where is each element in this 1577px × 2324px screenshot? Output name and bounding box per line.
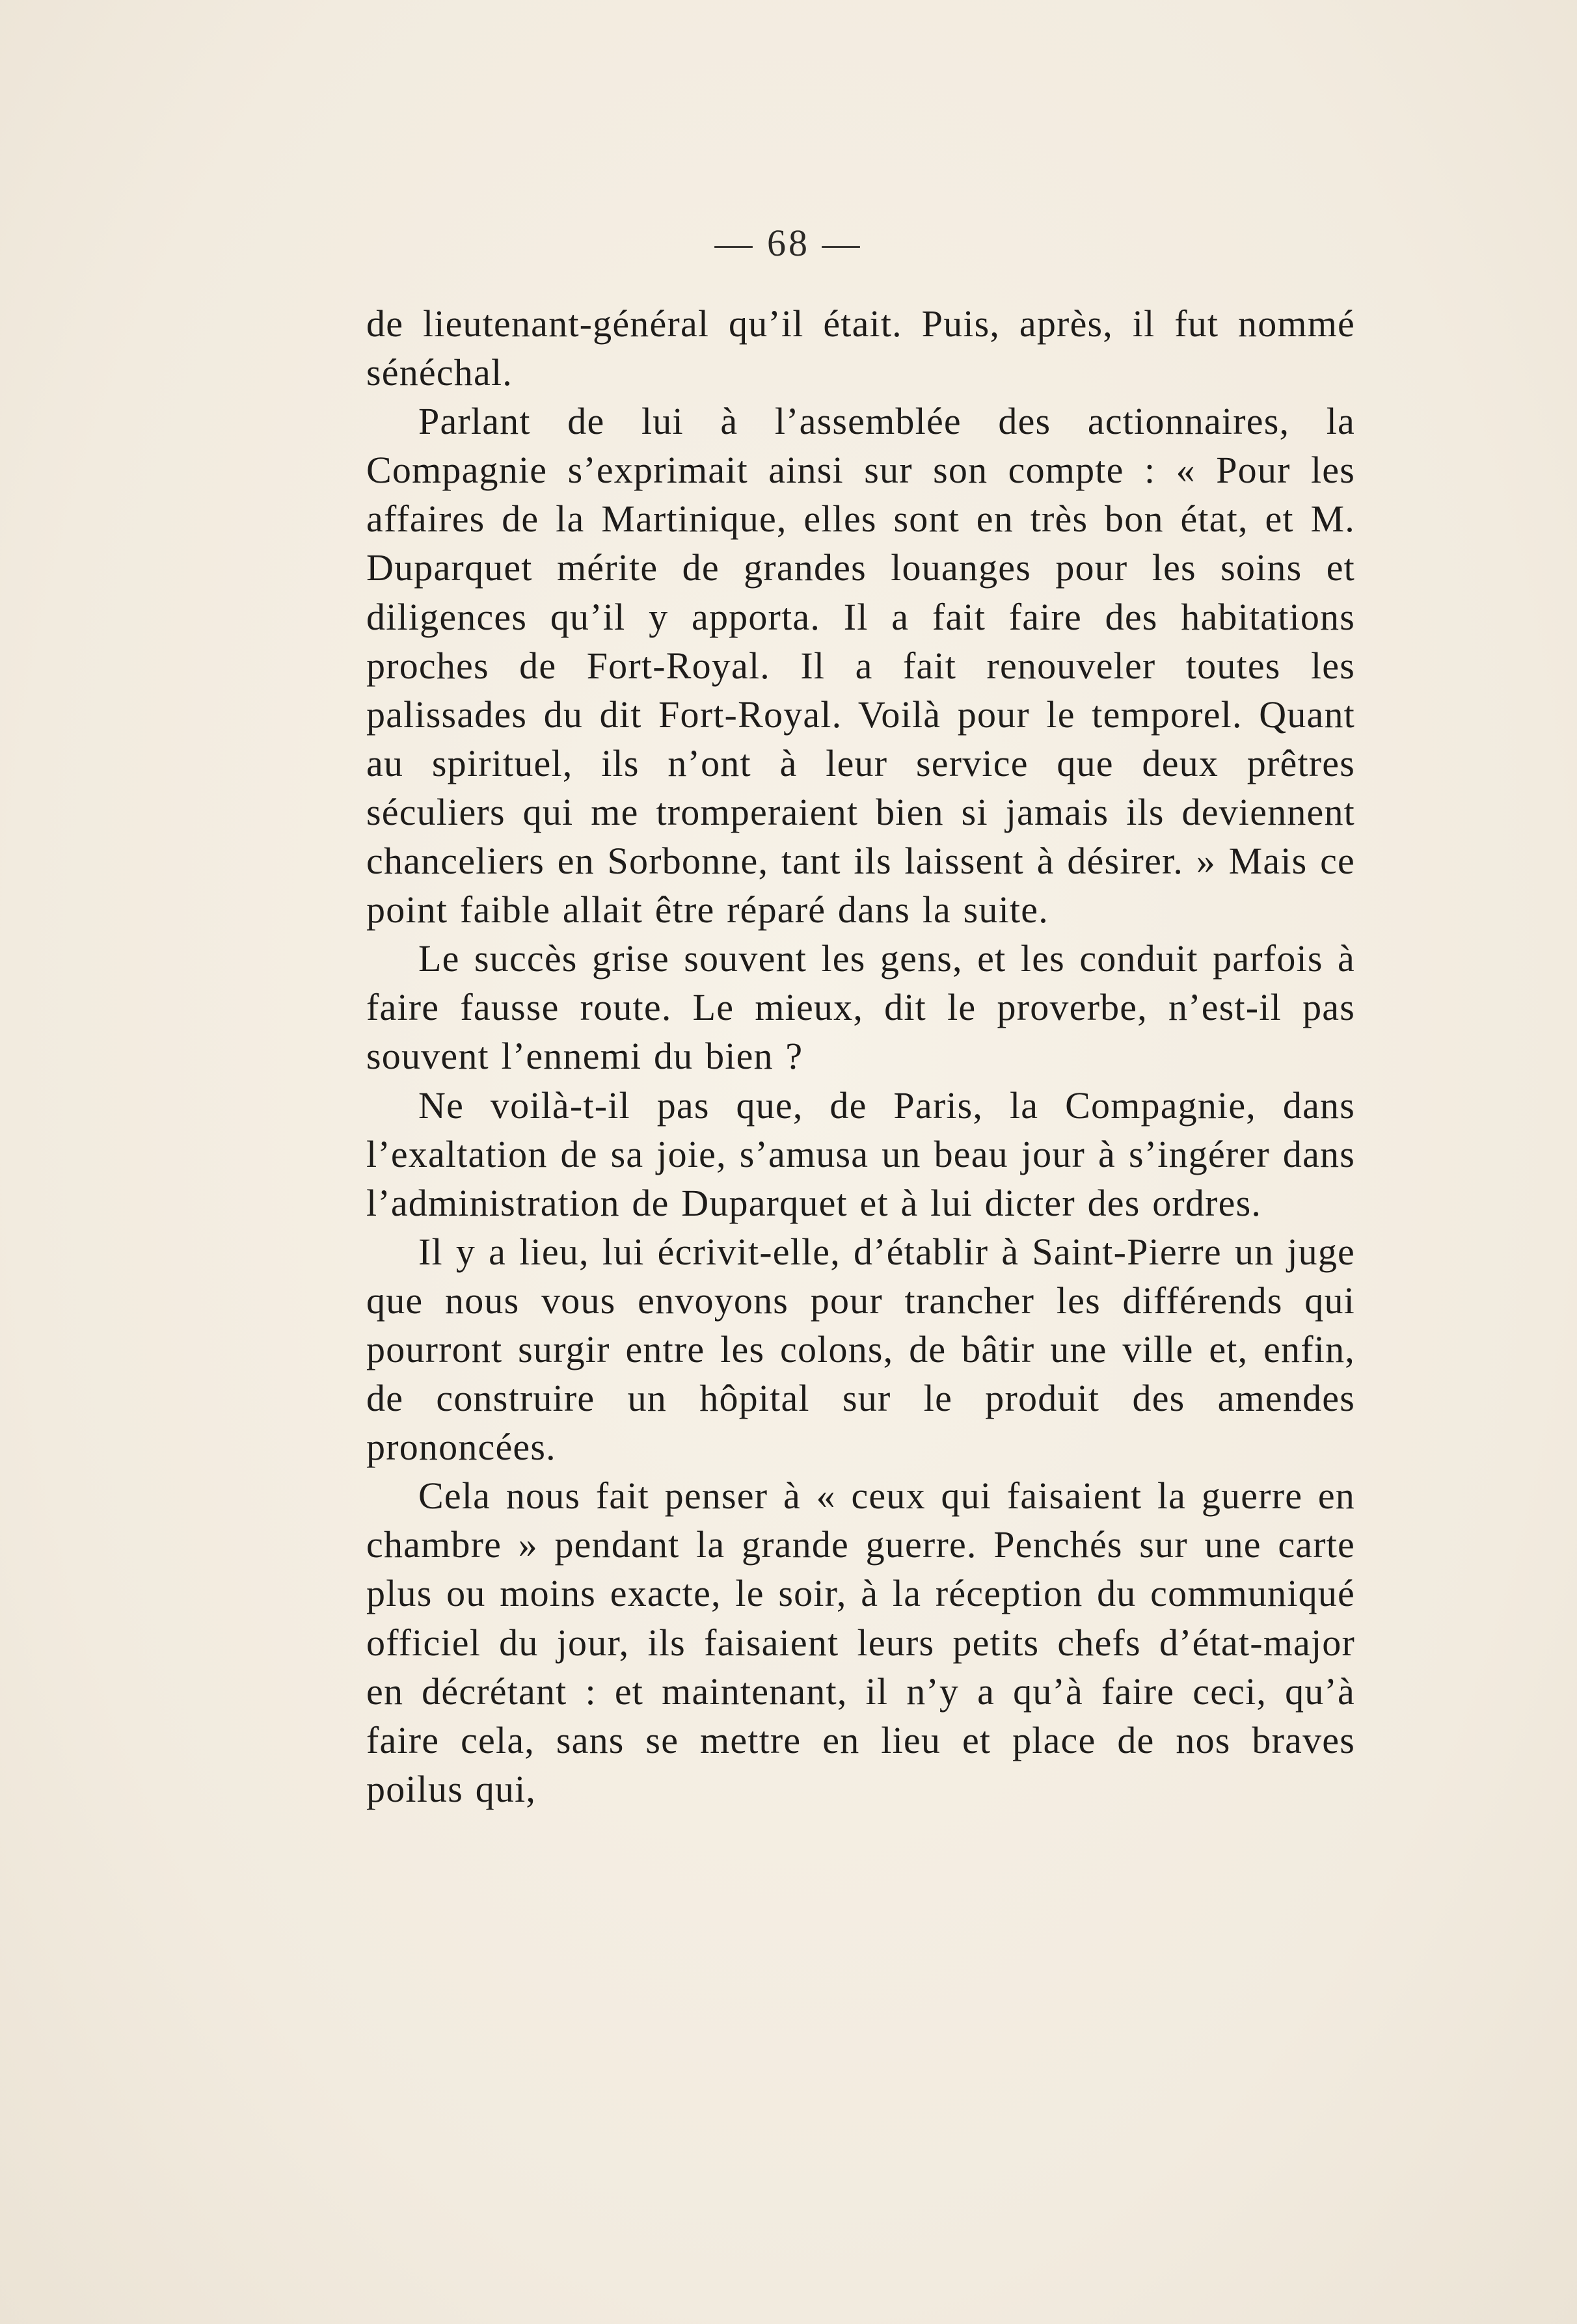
paragraph-4: Ne voilà-t-il pas que, de Paris, la Compagnie, dans l’exaltation de sa joie, s’amusa un beau jour à s’ingérer dans l’administration de Duparquet et à lui dicter des ordres. [366, 1084, 1355, 1224]
paragraph-6: Cela nous fait penser à « ceux qui faisaient la guerre en chambre » pendant la grande guerre. Penchés sur une carte plus ou moins exacte, le soir, à la réception du communiqué officiel du jour, ils faisaient leurs petits chefs d’état-major en décrétant : et maintenant, il n’y a qu’à faire ceci, qu’à faire cela, sans se mettre en lieu et place de nos braves poilus qui, [366, 1475, 1355, 1810]
paragraph-2: Parlant de lui à l’assemblée des actionnaires, la Compagnie s’exprimait ainsi sur son compte : « Pour les affaires de la Martinique, elles sont en très bon état, et M. Duparquet mérite de grandes louanges pour les soins et diligences qu’il y apporta. Il a fait faire des habitations proches de Fort-Royal. Il a fait renouveler toutes les palissades du dit Fort-Royal. Voilà pour le temporel. Quant au spirituel, ils n’ont à leur service que deux prêtres séculiers qui me tromperaient bien si jamais ils deviennent chanceliers en Sorbonne, tant ils laissent à désirer. » Mais ce point faible allait être réparé dans la suite. [366, 400, 1355, 931]
paragraph-5: Il y a lieu, lui écrivit-elle, d’établir à Saint-Pierre un juge que nous vous envoyons pour trancher les différends qui pourront surgir entre les colons, de bâtir une ville et, enfin, de construire un hôpital sur le produit des amendes prononcées. [366, 1230, 1355, 1469]
page-number: — 68 — [714, 222, 863, 264]
paragraph-3: Le succès grise souvent les gens, et les conduit parfois à faire fausse route. Le mieux, dit le proverbe, n’est-il pas souvent l’ennemi du bien ? [366, 937, 1355, 1078]
paragraph-1: de lieutenant-général qu’il était. Puis, après, il fut nommé sénéchal. [366, 302, 1355, 394]
page-body [366, 299, 1355, 1813]
